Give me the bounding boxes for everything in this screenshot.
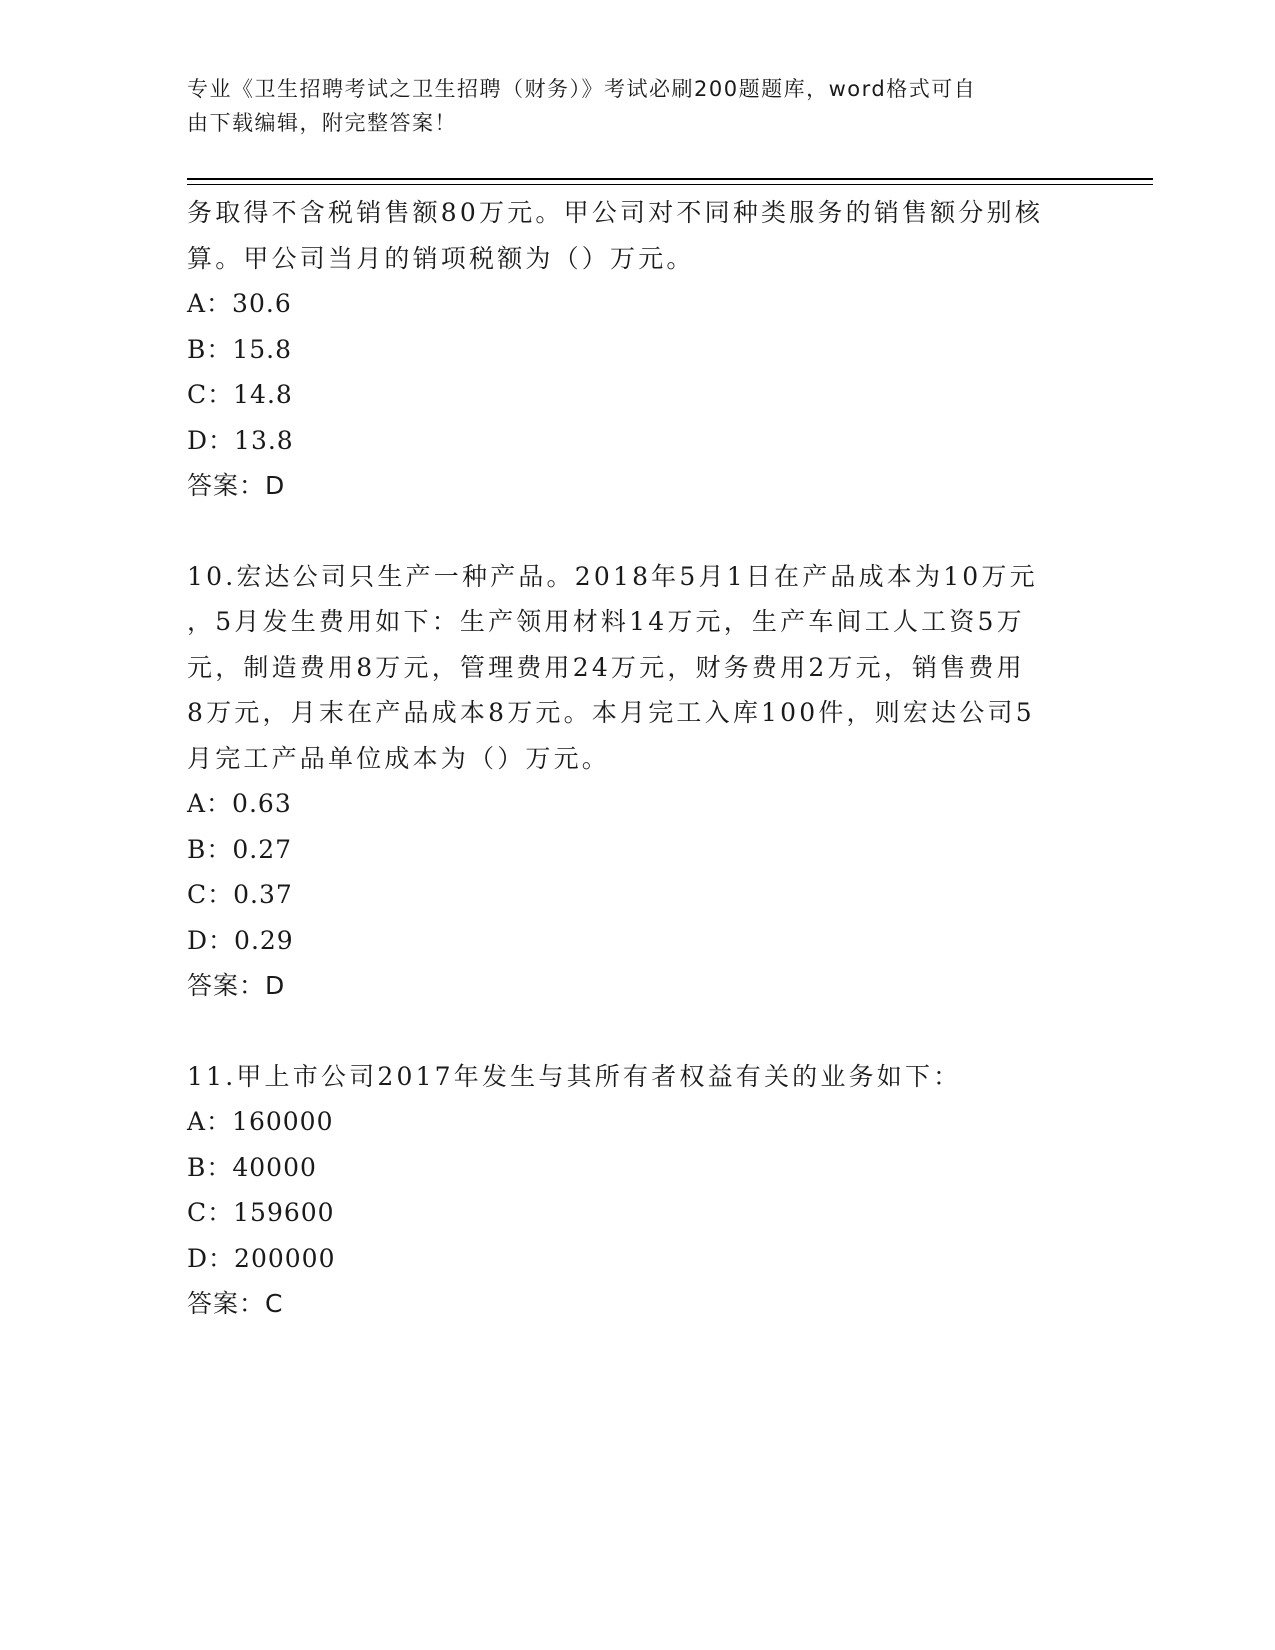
option-a: A：160000 [187, 1107, 334, 1136]
option-d: D：0.29 [187, 925, 294, 955]
header-rule-thick [187, 178, 1153, 180]
option-d: D：200000 [187, 1243, 336, 1273]
question-11 [187, 1054, 1077, 1327]
option-d: D：13.8 [187, 425, 294, 455]
option-b: B：40000 [187, 1152, 317, 1182]
option-c: C：14.8 [187, 380, 293, 409]
document-header [187, 72, 1067, 140]
document-body [187, 190, 1077, 1327]
header-line-1: 专业《卫生招聘考试之卫生招聘（财务）》考试必刷200题题库，word格式可自 [187, 77, 977, 101]
answer-line: 答案：C [187, 1289, 284, 1318]
answer-line: 答案：D [187, 471, 286, 500]
question-9 [187, 190, 1077, 509]
answer-line: 答案：D [187, 971, 286, 1000]
option-a: A：0.63 [187, 789, 292, 818]
option-b: B：0.27 [187, 834, 293, 864]
question-text-line: ，5月发生费用如下：生产领用材料14万元，生产车间工人工资5万 [187, 607, 1025, 636]
question-text-line: 10.宏达公司只生产一种产品。2018年5月1日在产品成本为10万元 [187, 561, 1038, 591]
option-c: C：159600 [187, 1198, 335, 1227]
option-c: C：0.37 [187, 880, 293, 909]
question-10 [187, 554, 1077, 1009]
header-rule-thin [187, 184, 1153, 185]
question-text-line: 8万元，月末在产品成本8万元。本月完工入库100件，则宏达公司5 [187, 698, 1035, 727]
option-a: A：30.6 [187, 289, 292, 318]
header-line-2: 由下载编辑，附完整答案！ [187, 111, 457, 135]
question-text-line: 11.甲上市公司2017年发生与其所有者权益有关的业务如下： [187, 1061, 962, 1091]
question-text-line: 务取得不含税销售额80万元。甲公司对不同种类服务的销售额分别核 [187, 198, 1044, 227]
option-b: B：15.8 [187, 334, 293, 364]
question-text-line: 元，制造费用8万元，管理费用24万元，财务费用2万元，销售费用 [187, 652, 1025, 682]
question-text-line: 月完工产品单位成本为（）万元。 [187, 743, 611, 773]
question-text-line: 算。甲公司当月的销项税额为（）万元。 [187, 243, 695, 273]
